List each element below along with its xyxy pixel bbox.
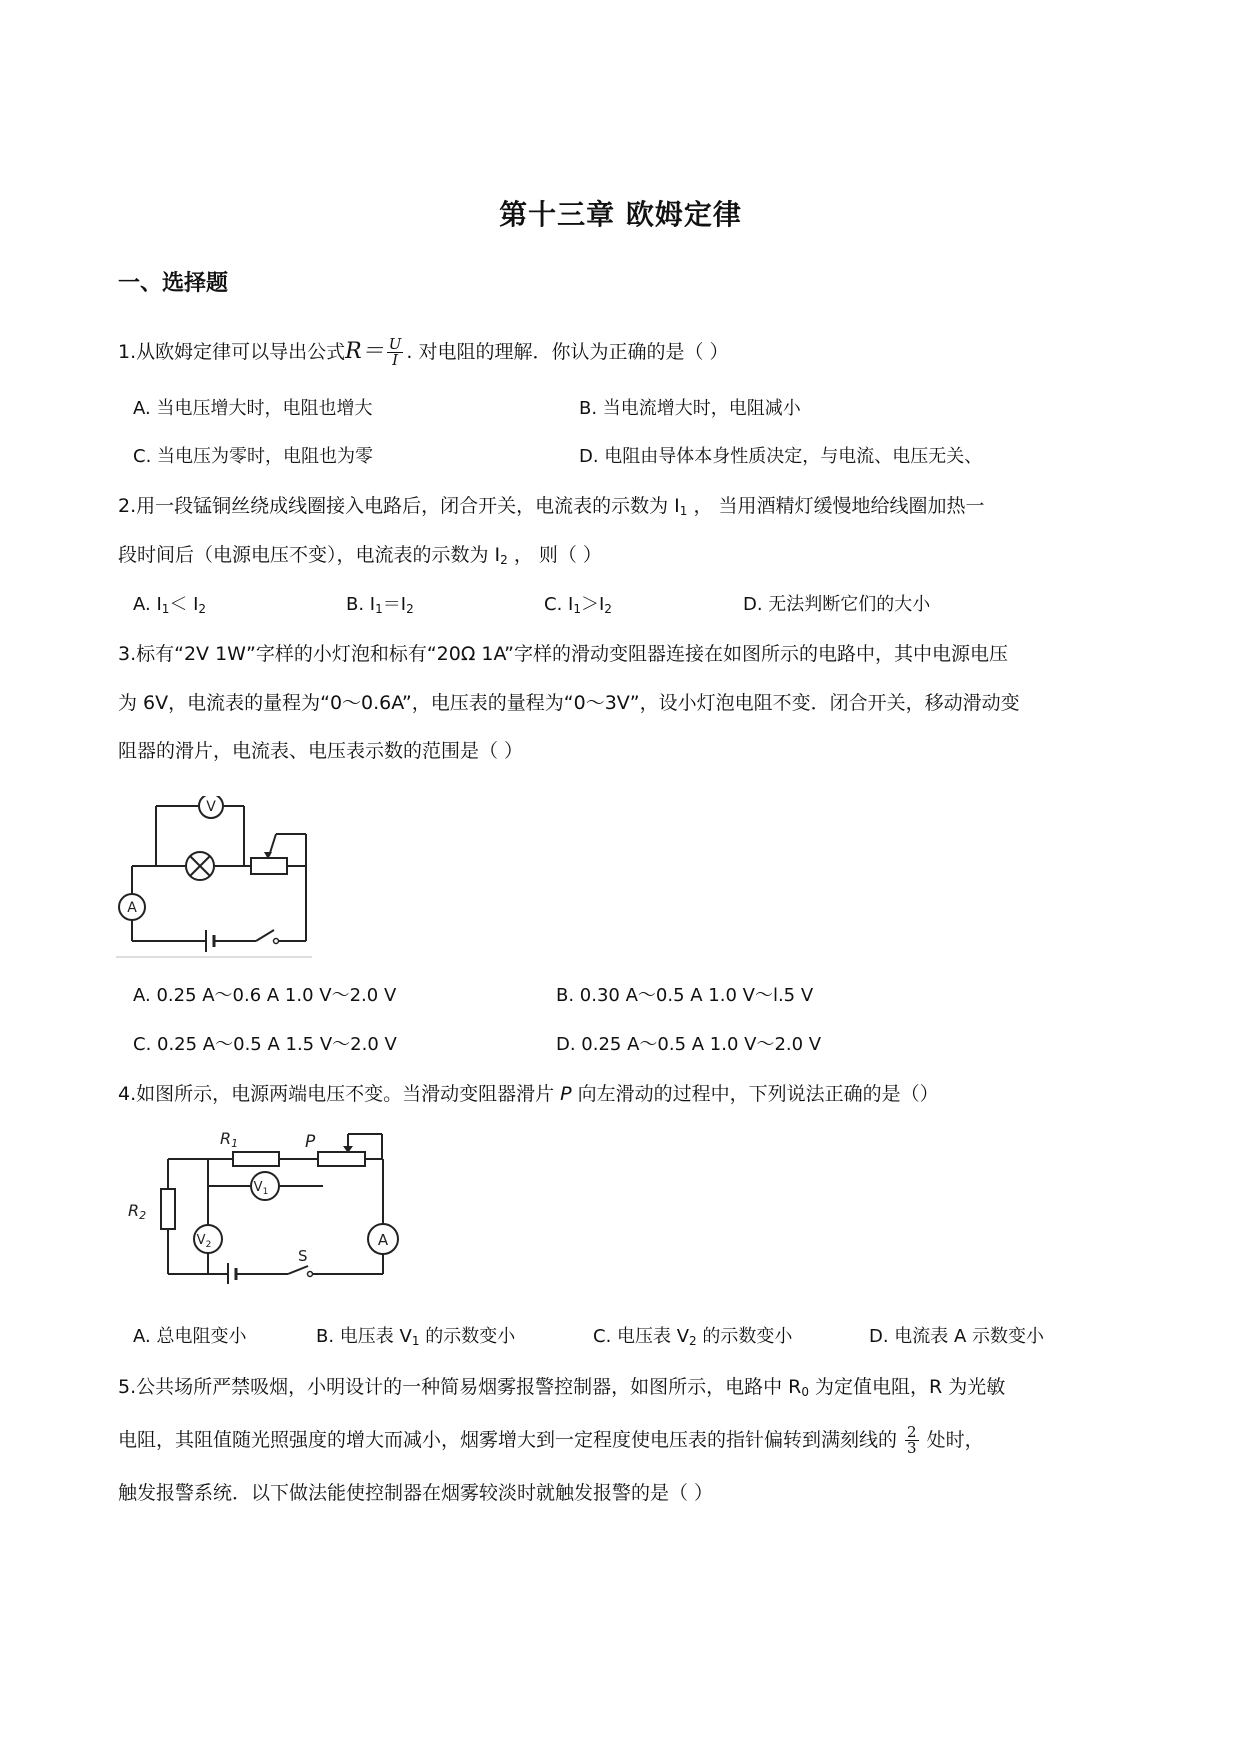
q3-rheostat-icon <box>251 858 287 874</box>
q2-sub-2: 2 <box>500 553 508 567</box>
q3-ammeter-label: A <box>127 900 137 916</box>
q3-circuit-diagram <box>116 796 316 960</box>
q5-line2-tail: 处时， <box>926 1429 984 1451</box>
q2-line2-tail: ， 则（ ） <box>507 544 602 566</box>
question-1 <box>118 337 729 368</box>
q4-switch-icon <box>288 1266 308 1274</box>
q4-option-c: C. 电压表 $V_2$ 的示数变小 <box>593 1326 793 1348</box>
q1-formula-fraction <box>387 337 404 368</box>
q4-option-d: D. 电流表 A 示数变小 <box>869 1326 1045 1347</box>
q1-formula-numerator: U <box>388 335 402 353</box>
q5-sub-0: 0 <box>801 1385 810 1399</box>
q2-sub-1: 1 <box>679 504 688 518</box>
q3-option-a: A. 0.25 A～0.6 A 1.0 V～2.0 V <box>133 985 397 1006</box>
q4-p-diagram-label: P <box>305 1132 316 1152</box>
q1-option-d: D. 电阻由导体本身性质决定，与电流、电压无关、 <box>579 446 983 467</box>
q5-line-1 <box>118 1373 1005 1406</box>
question-4 <box>118 1080 939 1108</box>
q1-option-b: B. 当电流增大时，电阻减小 <box>579 398 801 419</box>
question-2-line-2 <box>118 541 602 574</box>
q3-option-d: D. 0.25 A～0.5 A 1.0 V～2.0 V <box>556 1034 822 1055</box>
q4-option-b: B. 电压表 $V_1$ 的示数变小 <box>316 1326 516 1348</box>
q1-option-c: C. 当电压为零时，电阻也为零 <box>133 446 374 467</box>
q3-option-b: B. 0.30 A～0.5 A 1.0 V～l.5 V <box>556 985 814 1006</box>
q3-option-c: C. 0.25 A～0.5 A 1.5 V～2.0 V <box>133 1034 397 1055</box>
q4-r2-icon <box>161 1189 175 1229</box>
q5-fraction <box>905 1425 919 1456</box>
q5-line1-tail: 为定值电阻，R 为光敏 <box>809 1376 1006 1398</box>
q4-r1-label: R1 <box>220 1129 239 1150</box>
page-title: 第十三章 欧姆定律 <box>499 198 742 231</box>
q4-circuit-diagram <box>128 1124 408 1284</box>
q2-line2-text: 段时间后（电源电压不变），电流表的示数为 I <box>118 544 501 566</box>
q1-prefix: 1.从欧姆定律可以导出公式 <box>118 341 346 363</box>
q4-switch-label: S <box>298 1247 308 1265</box>
q3-line-1: 3.标有“2V 1W”字样的小灯泡和标有“20Ω 1A”字样的滑动变阻器连接在如图所示的电路中，其中电源电压 <box>118 643 1008 665</box>
q4-r2-label: R2 <box>128 1201 147 1222</box>
q1-formula-lhs: R＝ <box>345 339 384 364</box>
q2-line1-text: 2.用一段锰铜丝绕成线圈接入电路后，闭合开关，电流表的示数为 I <box>118 495 680 517</box>
q5-fraction-denominator: 3 <box>907 1439 917 1457</box>
q1-suffix: . 对电阻的理解．你认为正确的是（ ） <box>406 341 729 363</box>
section-heading: 一、选择题 <box>118 271 229 296</box>
question-2-line-1 <box>118 492 985 525</box>
q4-p-label: P <box>560 1083 572 1105</box>
q5-line1-text: 5.公共场所严禁吸烟，小明设计的一种简易烟雾报警控制器，如图所示，电路中 R <box>118 1376 802 1398</box>
q2-option-a: A. $I_1< I_2$ <box>133 594 207 616</box>
q4-v2-label: $V_2$ <box>196 1233 212 1250</box>
q3-line-2: 为 6V，电流表的量程为“0～0.6A”，电压表的量程为“0～3V”，设小灯泡电阻不变．闭合开关，移动滑动变 <box>118 692 1020 714</box>
q3-line-3: 阻器的滑片，电流表、电压表示数的范围是（ ） <box>118 740 524 762</box>
q2-line1-tail: ， 当用酒精灯缓慢地给线圈加热一 <box>687 495 985 517</box>
q5-line-2 <box>118 1425 984 1456</box>
q4-text-tail: 向左滑动的过程中，下列说法正确的是（） <box>571 1083 939 1105</box>
q4-text: 4.如图所示，电源两端电压不变。当滑动变阻器滑片 <box>118 1083 561 1105</box>
q3-switch-icon <box>256 930 274 941</box>
q4-v1-label: $V_1$ <box>253 1180 269 1197</box>
q4-r1-icon <box>233 1152 279 1166</box>
q2-option-d: D. 无法判断它们的大小 <box>743 594 931 615</box>
q1-formula <box>345 339 384 364</box>
q1-option-a: A. 当电压增大时，电阻也增大 <box>133 398 373 419</box>
q3-voltmeter-label: V <box>206 799 216 815</box>
q4-option-a: A. 总电阻变小 <box>133 1326 247 1347</box>
q5-line-3: 触发报警系统．以下做法能使控制器在烟雾较淡时就触发报警的是（ ） <box>118 1482 714 1504</box>
q2-option-c: C. $I_1>I_2$ <box>544 594 612 616</box>
q1-formula-denominator: I <box>392 351 399 369</box>
q5-line2-text: 电阻，其阻值随光照强度的增大而减小，烟雾增大到一定程度使电压表的指针偏转到满刻线的 <box>118 1429 898 1451</box>
q5-fraction-numerator: 2 <box>907 1423 917 1441</box>
q4-rheostat-icon <box>318 1152 365 1166</box>
q2-option-b: B. $I_1=I_2$ <box>346 594 414 616</box>
q4-ammeter-label: A <box>377 1231 389 1249</box>
